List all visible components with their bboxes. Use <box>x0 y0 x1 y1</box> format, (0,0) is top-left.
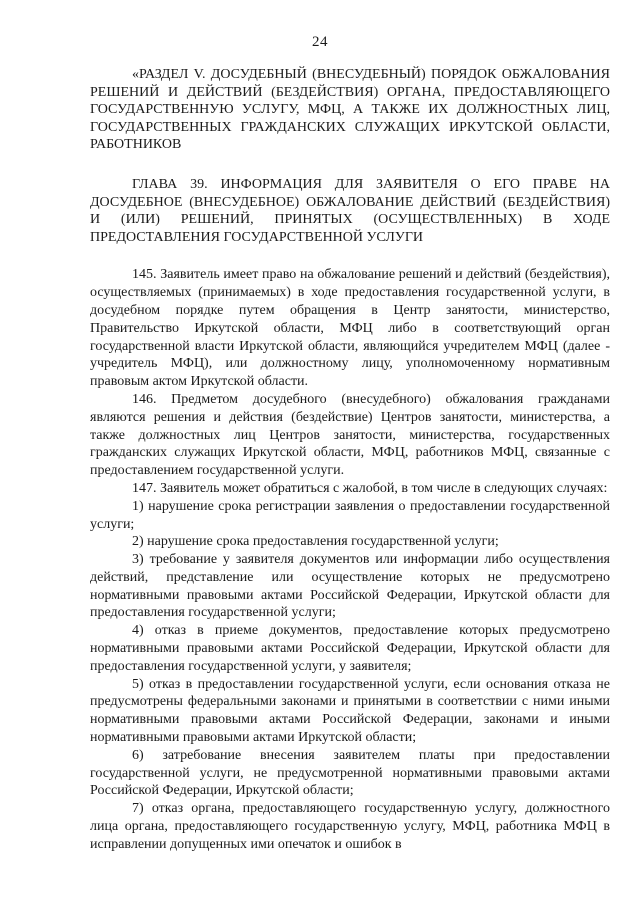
paragraph-145: 145. Заявитель имеет право на обжалование решений и действий (бездействия), осуществляемых (принимаемых) в ходе предоставления государственной услуги, в досудебном порядке путем обращения в Центр занятости, министерство, Правительство Иркутской области, МФЦ либо в соответствующий орган государственной власти Иркутской области, являющийся учредителем МФЦ (далее - учредитель МФЦ), или должностному лицу, уполномоченному нормативным правовым актом Иркутской области. <box>90 267 610 390</box>
list-item-3: 3) требование у заявителя документов или информации либо осуществления действий, представление или осуществление которых не предусмотрено нормативными правовыми актами Российской Федерации, Иркутской области для предоставления государственной услуги; <box>90 552 610 621</box>
paragraph-146: 146. Предметом досудебного (внесудебного) обжалования гражданами являются решения и действия (бездействие) Центров занятости, министерства, а также должностных лиц Центров занятости, министерства, государственных гражданских служащих Иркутской области, МФЦ, работников МФЦ, связанные с предоставлением государственной услуги. <box>90 391 610 479</box>
list-item-6: 6) затребование внесения заявителем платы при предоставлении государственной услуги, не предусмотренной нормативными правовыми актами Российской Федерации, Иркутской области; <box>90 747 610 799</box>
list-item-4: 4) отказ в приеме документов, предоставление которых предусмотрено нормативными правовыми актами Российской Федерации, Иркутской области для предоставления государственной услуги, у заявителя; <box>90 623 610 674</box>
page-number: 24 <box>312 34 328 50</box>
list-item-7: 7) отказ органа, предоставляющего государственную услугу, должностного лица органа, предоставляющего государственную услугу, МФЦ, работника МФЦ в исправлении допущенных ими опечаток и ошибок в <box>90 801 610 852</box>
list-item-1: 1) нарушение срока регистрации заявления о предоставлении государственной услуги; <box>90 498 610 532</box>
list-item-2: 2) нарушение срока предоставления государственной услуги; <box>132 534 499 550</box>
paragraph-list <box>90 266 610 853</box>
list-item-5: 5) отказ в предоставлении государственной услуги, если основания отказа не предусмотрены федеральными законами и принятыми в соответствии с ними иными нормативными правовыми актами Российской Федерации, законами и иными нормативными правовыми актами Иркутской области; <box>90 676 610 746</box>
section-heading: «РАЗДЕЛ V. ДОСУДЕБНЫЙ (ВНЕСУДЕБНЫЙ) ПОРЯДОК ОБЖАЛОВАНИЯ РЕШЕНИЙ И ДЕЙСТВИЙ (БЕЗДЕЙСТВИЯ) ОРГАНА, ПРЕДОСТАВЛЯЮЩЕГО ГОСУДАРСТВЕННУЮ УСЛУГУ, МФЦ, А ТАКЖЕ ИХ ДОЛЖНОСТНЫХ ЛИЦ, ГОСУДАРСТВЕННЫХ ГРАЖДАНСКИХ СЛУЖАЩИХ ИРКУТСКОЙ ОБЛАСТИ, РАБОТНИКОВ <box>90 67 610 153</box>
chapter-heading: ГЛАВА 39. ИНФОРМАЦИЯ ДЛЯ ЗАЯВИТЕЛЯ О ЕГО ПРАВЕ НА ДОСУДЕБНОЕ (ВНЕСУДЕБНОЕ) ОБЖАЛОВАНИЕ ДЕЙСТВИЙ (БЕЗДЕЙСТВИЯ) И (ИЛИ) РЕШЕНИЙ, ПРИНЯТЫХ (ОСУЩЕСТВЛЕННЫХ) В ХОДЕ ПРЕДОСТАВЛЕНИЯ ГОСУДАРСТВЕННОЙ УСЛУГИ <box>90 176 610 245</box>
document-body <box>90 66 610 854</box>
paragraph-147: 147. Заявитель может обратиться с жалобой, в том числе в следующих случаях: <box>132 480 608 496</box>
